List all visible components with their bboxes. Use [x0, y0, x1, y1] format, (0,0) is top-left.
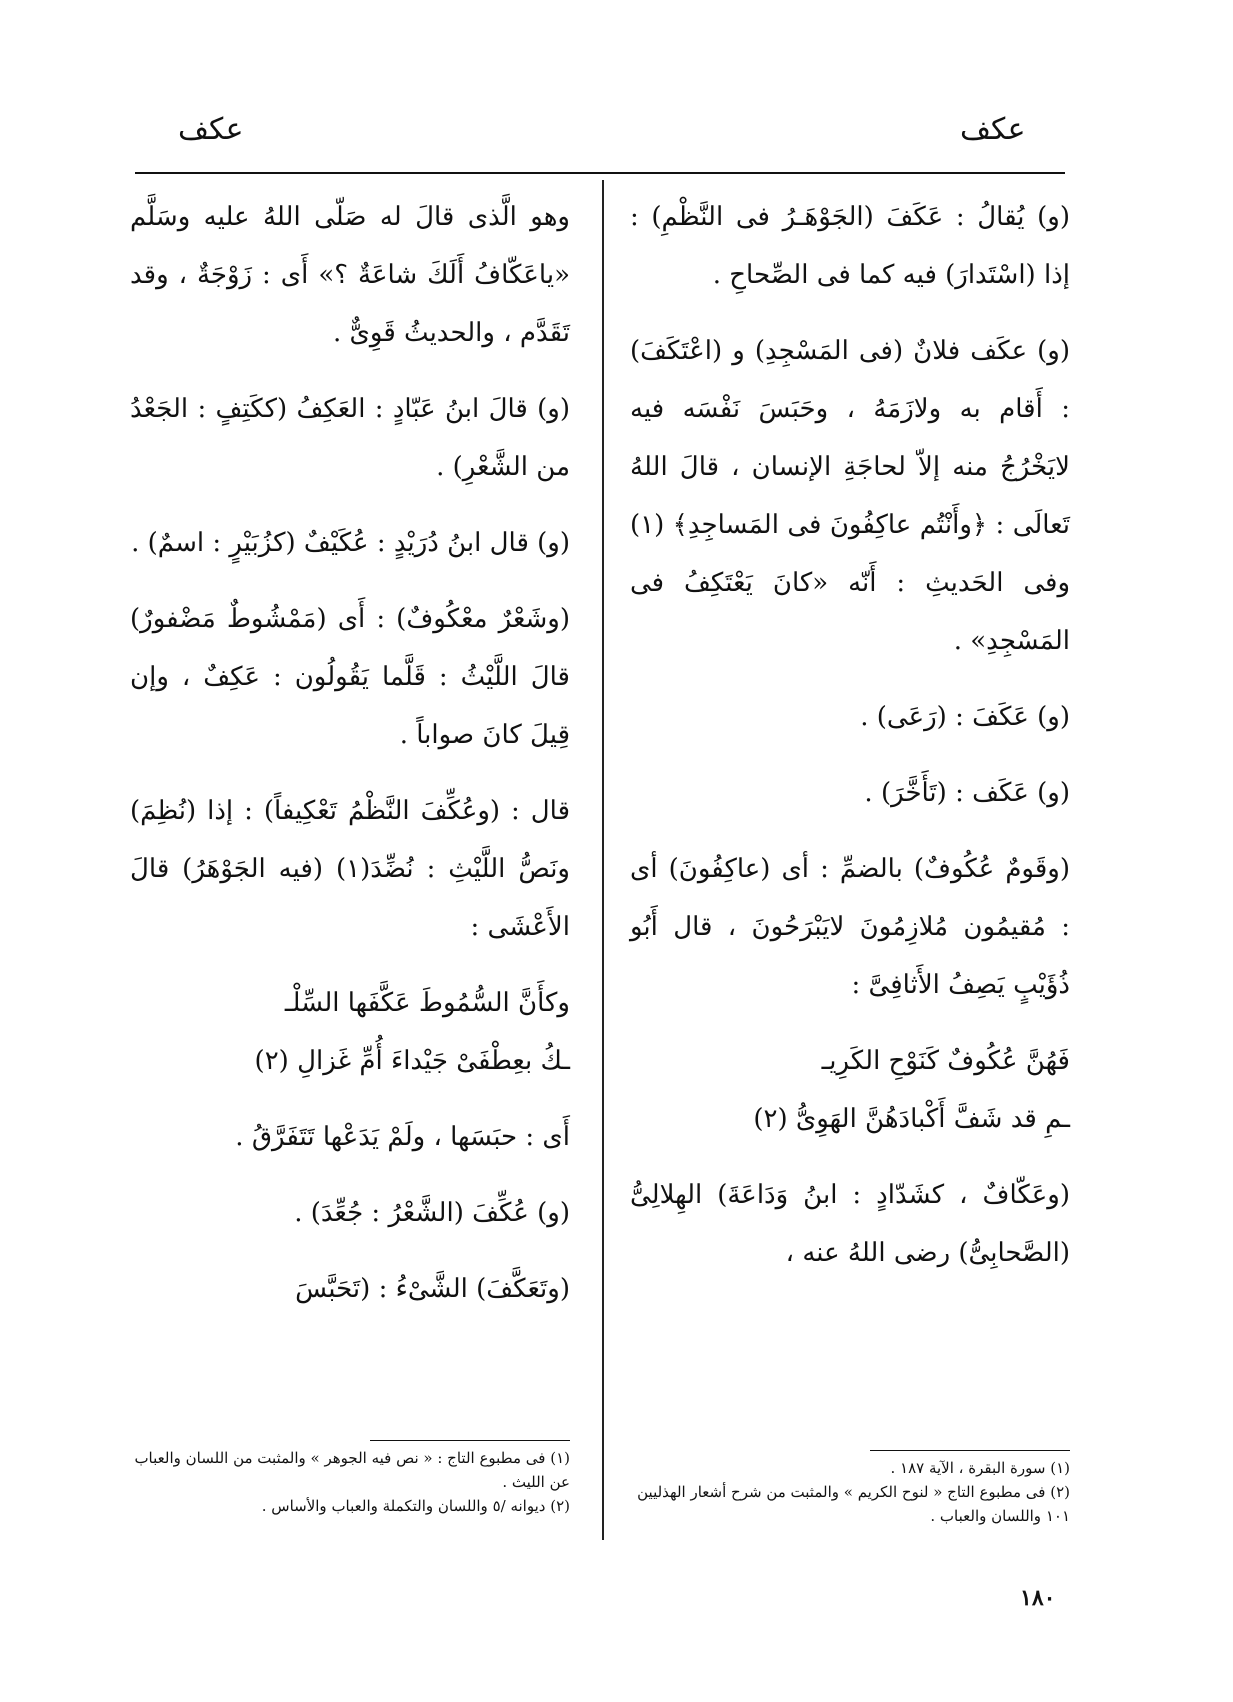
running-header-right: عكف [960, 112, 1026, 147]
entry-paragraph: (و) عَكَف : (تَأَخَّرَ) . [864, 778, 1070, 808]
entry-paragraph: (و) قال ابنُ دُرَيْدٍ : عُكَيْفٌ (كزُبَيْرٍ : اسمٌ) . [131, 528, 570, 558]
footnote: (١) سورة البقرة ، الآية ١٨٧ . [890, 1459, 1070, 1477]
entry-paragraph: قال : (وعُكِّفَ النَّظْمُ تَعْكِيفاً) : إذا (نُظِمَ) ونَصُّ اللَّيْثِ : نُضِّدَ(١) (فيه الجَوْهَرُ) قالَ الأَعْشَى : [130, 796, 570, 942]
entry-paragraph: وهو الَّذى قالَ له صَلّى اللهُ عليه وسَلَّم «ياعَكّافُ أَلَكَ شاعَةٌ ؟» أَى : زَوْجَةٌ ، وقد تَقَدَّم ، والحديثُ قَوِىٌّ . [130, 202, 570, 348]
left-column [130, 188, 570, 1336]
footnote-rule [370, 1440, 570, 1441]
entry-paragraph: (و) يُقالُ : عَكَفَ (الجَوْهَـرُ فى النَّظْمِ) : إذا (اسْتَدارَ) فيه كما فى الصِّحاحِ . [630, 202, 1070, 290]
verse-hemistich: فَهُنَّ عُكُوفٌ كَنَوْحِ الكَرِيـ [821, 1046, 1070, 1076]
entry-paragraph: (وقَومٌ عُكُوفٌ) بالضمِّ : أى (عاكِفُونَ) أى : مُقيمُون مُلازِمُونَ لايَبْرَحُونَ ، قال أَبُو ذُؤَيْبٍ يَصِفُ الأَثافِىَّ : [630, 854, 1070, 1000]
poetry-verse [630, 1032, 1070, 1148]
footnote: (٢) ديوانه /٥ واللسان والتكملة والعباب والأساس . [261, 1497, 570, 1515]
footnote: (٢) فى مطبوع التاج « لنوح الكريم » والمثبت من شرح أشعار الهذليين ١٠١ واللسان والعباب . [637, 1483, 1070, 1525]
entry-paragraph: أَى : حبَسَها ، ولَمْ يَدَعْها تَتَفَرَّقُ . [235, 1122, 570, 1152]
footnotes-right [630, 1456, 1070, 1528]
right-column [630, 188, 1070, 1300]
entry-paragraph: (و) عَكَفَ : (رَعَى) . [860, 702, 1070, 732]
entry-paragraph: (وعَكّافٌ ، كشَدّادٍ : ابنُ وَدَاعَةَ) الهِلالِىُّ (الصَّحابِىُّ) رضى اللهُ عنه ، [630, 1180, 1070, 1268]
footnote: (١) فى مطبوع التاج : « نص فيه الجوهر » والمثبت من اللسان والعباب عن الليث . [134, 1449, 570, 1491]
poetry-verse [130, 974, 570, 1090]
verse-hemistich: وكأَنَّ السُّمُوطَ عَكَّفَها السِّلْـ [284, 988, 570, 1018]
running-header-left: عكف [178, 112, 244, 147]
verse-hemistich: ـكُ بعِطْفَىْ جَيْداءَ أُمِّ غَزالِ (٢) [254, 1046, 570, 1076]
entry-paragraph: (و) قالَ ابنُ عَبّادٍ : العَكِفُ (ككَتِفٍ : الجَعْدُ من الشَّعْرِ) . [130, 394, 570, 482]
page-number: ١٨٠ [1020, 1585, 1056, 1611]
entry-paragraph: (وشَعْرٌ معْكُوفٌ) : أَى (مَمْشُوطٌ مَضْفورٌ) قالَ اللَّيْثُ : قَلَّما يَقُولُون : عَكِفٌ ، وإن قِيلَ كانَ صواباً . [130, 604, 570, 750]
entry-paragraph: (و) عُكِّفَ (الشَّعْرُ : جُعِّدَ) . [294, 1198, 570, 1228]
entry-paragraph: (و) عكَف فلانٌ (فى المَسْجِدِ) و (اعْتَكَفَ) : أَقام به ولازَمَهُ ، وحَبَسَ نَفْسَه فيه لايَخْرُجُ منه إلاّ لحاجَةِ الإنسان ، قالَ اللهُ تَعالَى : ﴿وأَنْتُم عاكِفُونَ فى المَساجِدِ﴾ (١) وفى الحَديثِ : أَنّه «كانَ يَعْتَكِفُ فى المَسْجِدِ» . [630, 336, 1070, 656]
footnotes-left [130, 1446, 570, 1518]
header-rule [135, 172, 1065, 174]
footnote-rule [870, 1450, 1070, 1451]
entry-paragraph: (وتَعَكَّفَ) الشَّىْءُ : (تَحَبَّسَ [295, 1274, 570, 1304]
column-divider [602, 180, 604, 1540]
verse-hemistich: ـمِ قد شَفَّ أَكْبادَهُنَّ الهَوِىُّ (٢) [753, 1104, 1070, 1134]
